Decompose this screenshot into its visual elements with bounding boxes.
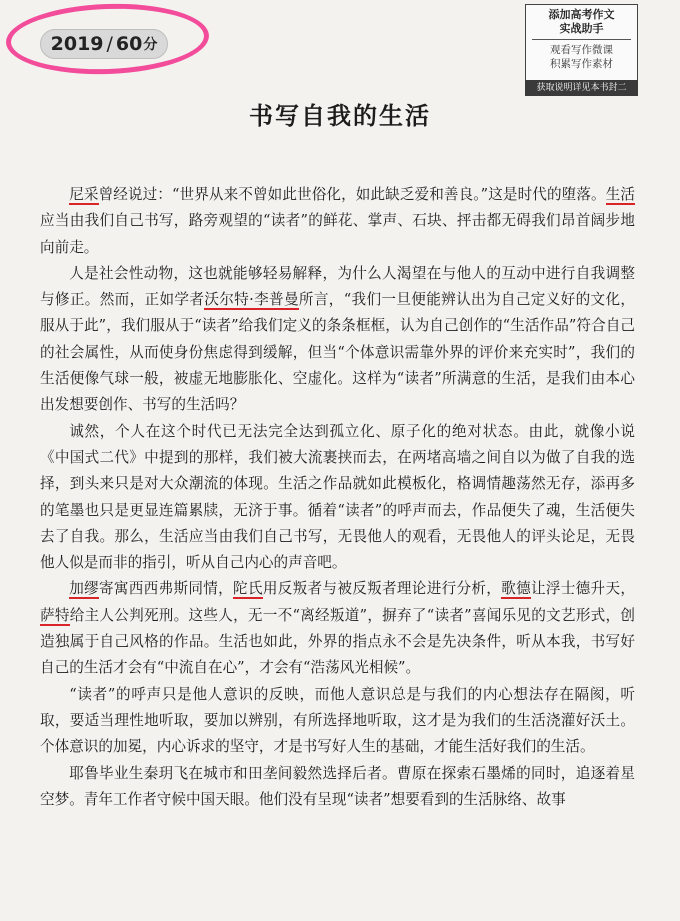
highlight-name: 加缪 bbox=[69, 580, 99, 598]
paragraph-6: 耶鲁毕业生秦玥飞在城市和田垄间毅然选择后者。曹原在探索石墨烯的同时，追逐着星空梦。青年工作者守候中国天眼。他们没有呈现“读者”想要看到的生活脉络、故事 bbox=[40, 764, 635, 808]
essay-title: 书写自我的生活 bbox=[249, 102, 431, 130]
paragraph-1: 尼采曾经说过：“世界从来不曾如此世俗化，如此缺乏爱和善良。”这是时代的堕落。生活应当由我们自己书写，路旁观望的“读者”的鲜花、掌声、石块、抨击都无碍我们昂首阔步地向前走。 bbox=[40, 186, 635, 256]
highlight-name: 尼采 bbox=[69, 186, 99, 203]
highlight-name: 沃尔特·李普曼 bbox=[204, 291, 299, 309]
score-unit: 分 bbox=[143, 37, 158, 53]
highlight-name: 歌德 bbox=[501, 580, 531, 598]
highlight-name: 萨特 bbox=[40, 606, 70, 624]
promo-divider bbox=[532, 39, 631, 40]
paragraph-4: 加缪寄寓西西弗斯同情，陀氏用反叛者与被反叛者理论进行分析，歌德让浮士德升天，萨特给主人公判死刑。这些人，无一不“离经叛道”，摒弃了“读者”喜闻乐见的文艺形式，创造独属于自己风格的作品。生活也如此，外界的指点永不会是先决条件，听从本我，书写好自己的生活才会有“中流自在心”，才会有“浩荡风光相候”。 bbox=[40, 580, 635, 677]
highlight-name: 生活 bbox=[605, 186, 635, 203]
year-score-badge: 2019 / 60 分 bbox=[40, 29, 168, 59]
paragraph-3: 诚然，个人在这个时代已无法完全达到孤立化、原子化的绝对状态。由此，就像小说《中国式二代》中提到的那样，我们被大流裹挟而去，在两堵高墙之间自以为做了自我的选择，到头来只是对大众潮流的体现。生活之作品就如此模板化，格调情趣荡然无存，添再多的笔墨也只是更显连篇累牍，无济于事。循着“读者”的呼声而去，作品便失了魂，生活便失去了自我。那么，生活应当由我们自己书写，无畏他人的观看，无畏他人的评头论足，无畏他人似是而非的指引，听从自己内心的声音吧。 bbox=[40, 422, 635, 572]
promo-line-1: 添加高考作文 bbox=[548, 8, 615, 21]
highlight-name: 陀氏 bbox=[233, 580, 263, 598]
score-label: 60 bbox=[115, 33, 143, 55]
year-label: 2019 bbox=[50, 33, 104, 55]
paragraph-2: 人是社会性动物，这也就能够轻易解释，为什么人渴望在与他人的互动中进行自我调整与修正。然而，正如学者沃尔特·李普曼所言，“我们一旦便能辨认出为自己定义好的文化，服从于此”，我们服从于“读者”给我们定义的条条框框，认为自己创作的“生活作品”符合自己的社会属性，从而使身份焦虑得到缓解，但当“个体意识需靠外界的评价来充实时”，我们的生活便像气球一般，被虚无地膨胀化、空虚化。这样为“读者”所满意的生活，是我们由本心出发想要创作、书写的生活吗？ bbox=[40, 264, 635, 414]
promo-box bbox=[525, 4, 638, 96]
promo-line-3: 观看写作微课 bbox=[550, 44, 613, 56]
promo-line-2: 实战助手 bbox=[559, 22, 604, 35]
paragraph-5: “读者”的呼声只是他人意识的反映，而他人意识总是与我们的内心想法存在隔阂，听取，要适当理性地听取，要加以辨别，有所选择地听取，这才是为我们的生活浇灌好沃土。个体意识的加冕，内心诉求的坚守，才是书写好人生的基础，才能生活好我们的生活。 bbox=[40, 685, 635, 756]
essay-body bbox=[40, 182, 635, 813]
promo-line-4: 积累写作素材 bbox=[550, 58, 613, 70]
promo-footer-bar: 获取说明详见本书封二 bbox=[525, 80, 638, 96]
